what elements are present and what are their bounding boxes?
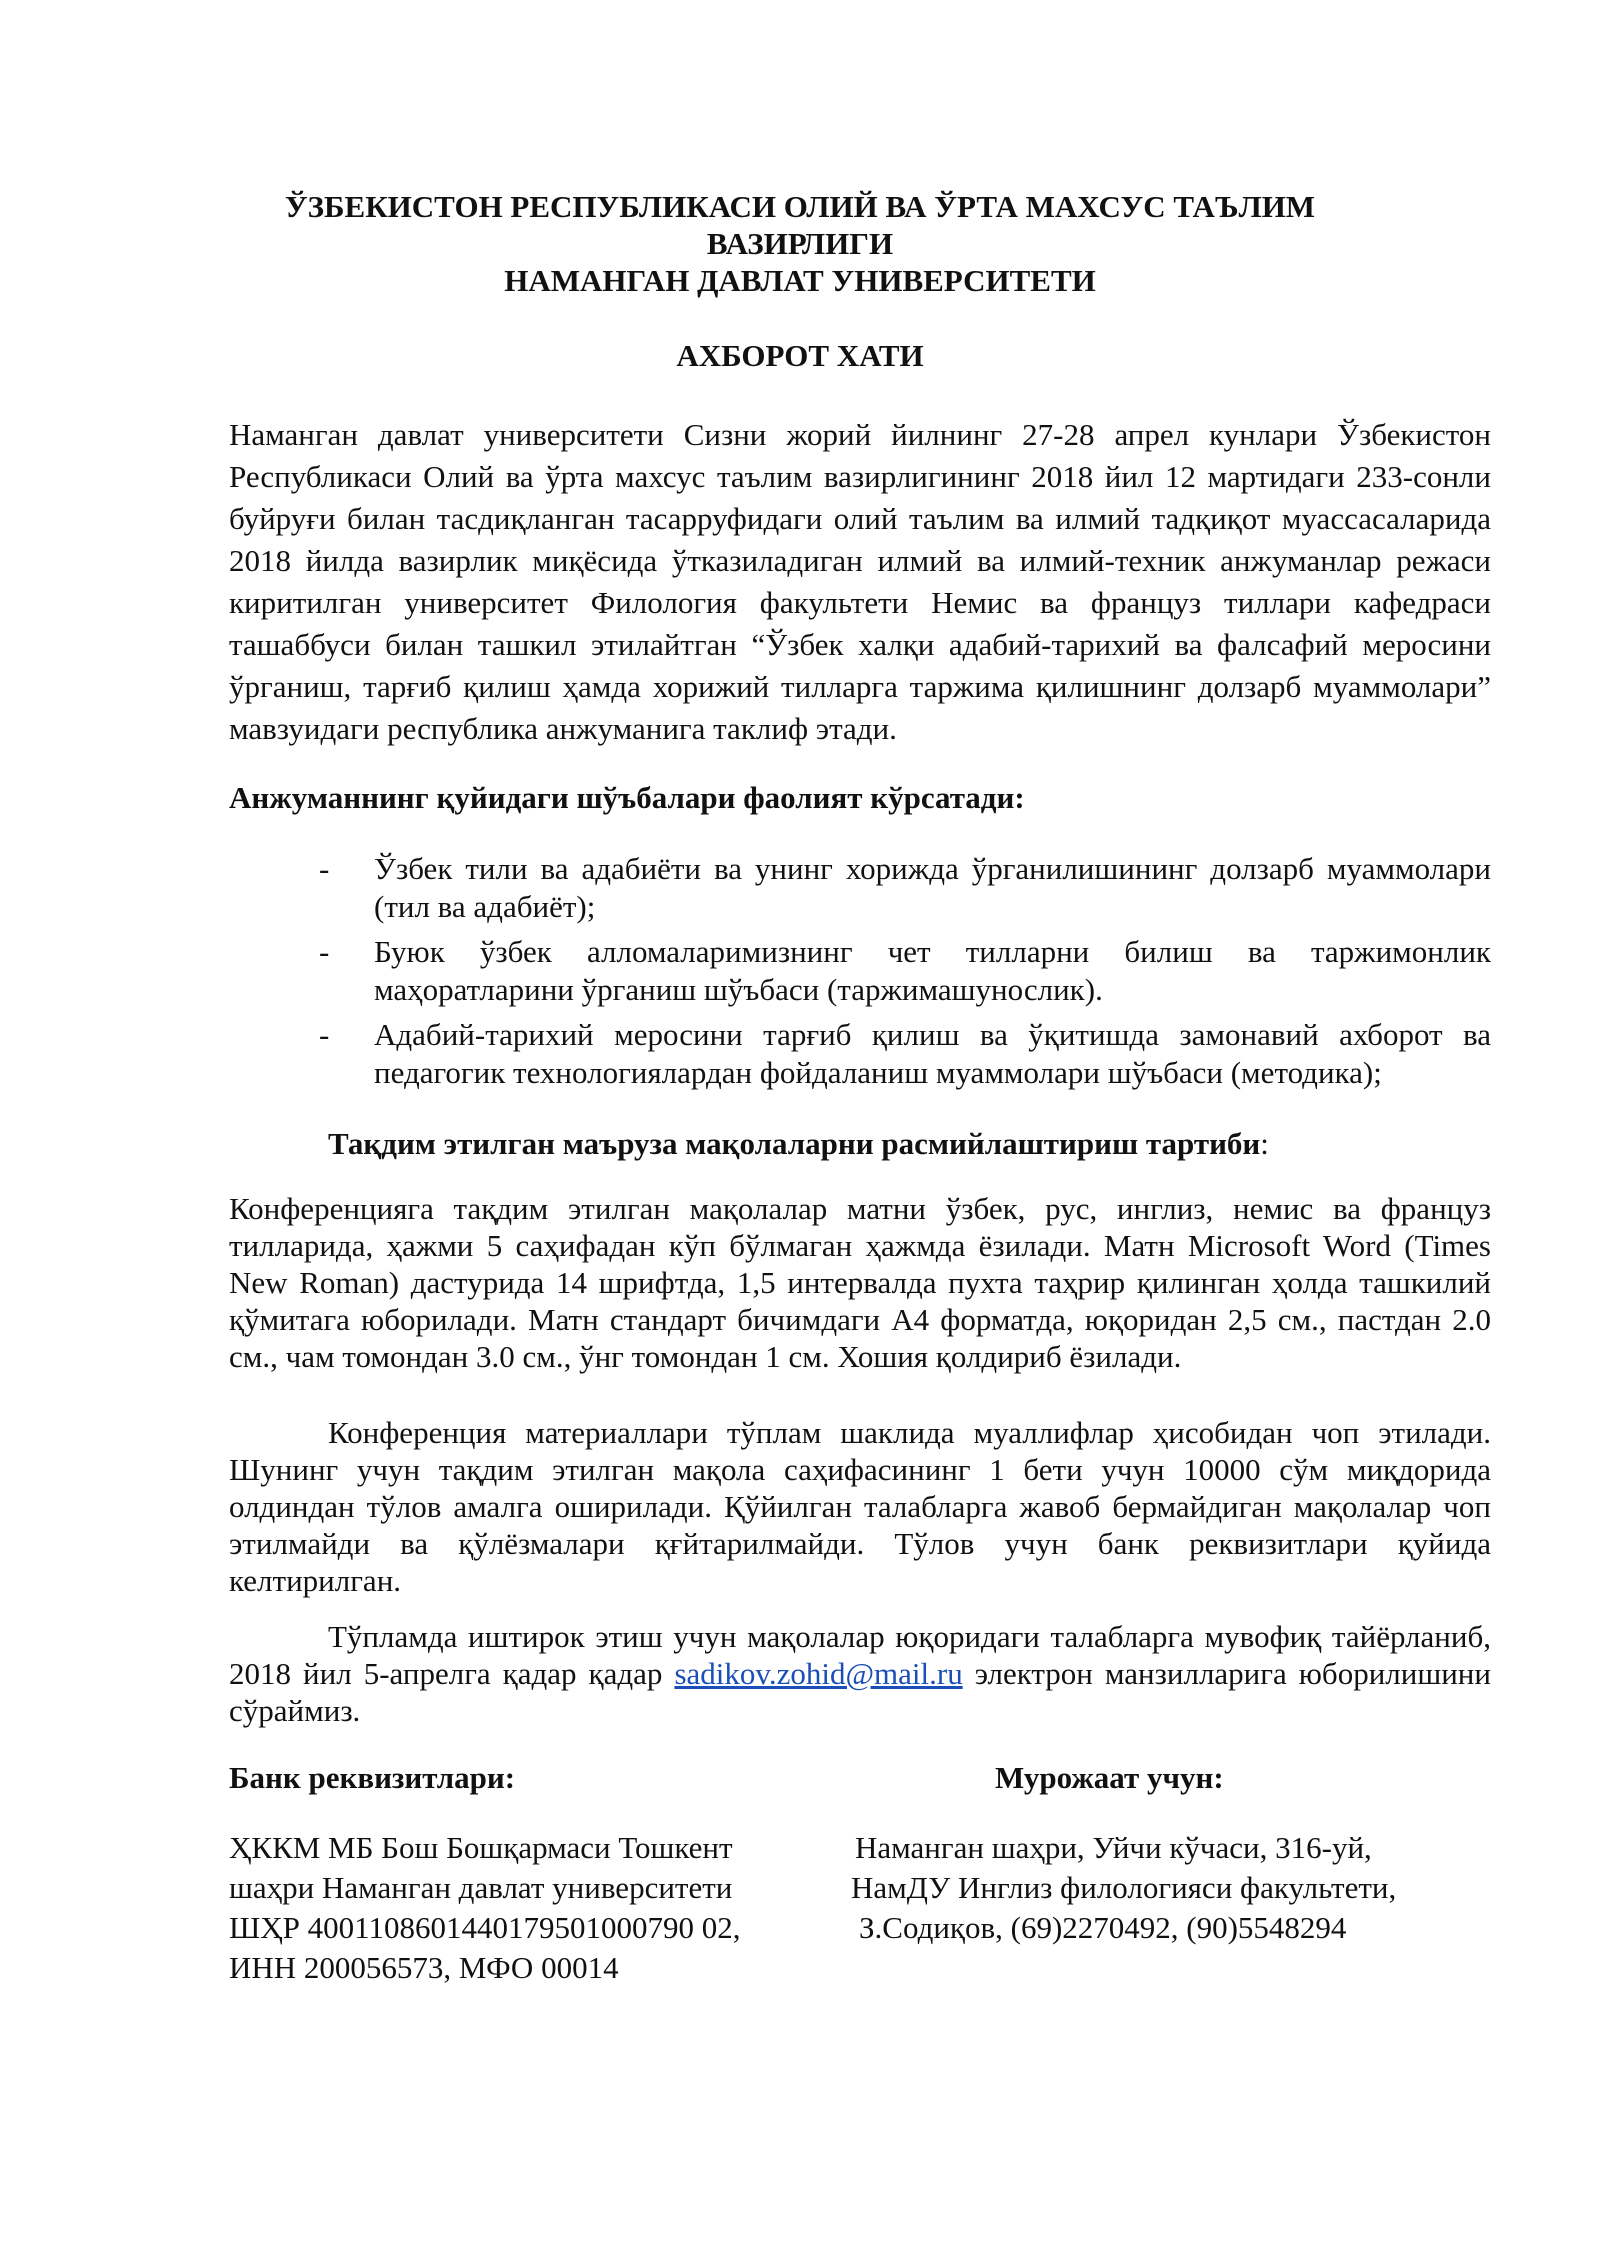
list-bullet: - [319,934,330,969]
format-heading-colon: : [1260,1126,1269,1161]
email-link[interactable]: sadikov.zohid@mail.ru [674,1656,963,1691]
bank-details-line: ШҲР 4001108601440179501000790 02, [229,1910,741,1945]
contact-faculty-line: НамДУ Инглиз филологияси факультети, [851,1870,1397,1905]
list-bullet: - [319,1017,330,1052]
section-item-text: Адабий-тарихий меросини тарғиб қилиш ва ўқитишда замонавий ахборот ва педагогик технологиялардан фойдаланиш муаммолари шўъбаси (методика); [374,1017,1491,1090]
bank-details [229,1828,741,1988]
contact-heading: Мурожаат учун: [995,1760,1224,1795]
format-heading [328,1126,1269,1162]
format-paragraph-payment: Конференция материаллари тўплам шаклида муаллифлар ҳисобидан чоп этилади. Шунинг учун тақдим этилган мақола саҳифасининг 1 бети учун 10000 сўм миқдорида олдиндан тўлов амалга оширилади. Қўйилган талабларга жавоб бермайдиган мақолалар чоп этилмайди ва қўлёзмалари қғйтарилмайди. Тўлов учун банк реквизитлари қуйида келтирилган. [229,1415,1491,1598]
bank-details-heading: Банк реквизитлари: [229,1760,516,1795]
format-paragraph-submission [229,1618,1491,1729]
section-list-item [319,1016,1491,1092]
list-bullet: - [319,851,330,886]
sections-heading: Анжуманнинг қуйидаги шўъбалари фаолият кўрсатади: [229,780,1025,815]
contact-phone-line: З.Содиқов, (69)2270492, (90)5548294 [859,1910,1347,1945]
document-title: АХБОРОТ ХАТИ [676,338,924,373]
bank-details-line: ҲККМ МБ Бош Бошқармаси Тошкент [229,1830,733,1865]
sections-list [319,850,1491,1092]
section-item-text: Буюк ўзбек алломаларимизнинг чет тилларни билиш ва таржимонлик маҳоратларини ўрганиш шўъбаси (таржимашунослик). [374,934,1491,1007]
section-item-text: Ўзбек тили ва адабиёти ва унинг хорижда ўрганилишининг долзарб муаммолари (тил ва адабиёт); [374,851,1491,924]
contact-details [851,1828,1397,1948]
intro-paragraph: Наманган давлат университети Сизни жорий йилнинг 27-28 апрел кунлари Ўзбекистон Республикаси Олий ва ўрта махсус таълим вазирлигининг 2018 йил 12 мартидаги 233-сонли буйруғи билан тасдиқланган тасарруфидаги олий таълим ва илмий тадқиқот муассасаларида 2018 йилда вазирлик миқёсида ўтказиладиган илмий ва илмий-техник анжуманлар режаси киритилган университет Филология факультети Немис ва француз тиллари кафедраси ташаббуси билан ташкил этилайтган “Ўзбек халқи адабий-тарихий ва фалсафий меросини ўрганиш, тарғиб қилиш ҳамда хорижий тилларга таржима қилишнинг долзарб муаммолари” мавзуидаги республика анжуманига таклиф этади. [229,417,1491,746]
header-ministry-line-cont: ВАЗИРЛИГИ [706,226,894,261]
format-heading-text: Тақдим этилган маъруза мақолаларни расмийлаштириш тартиби [328,1126,1261,1161]
submission-text-after: электрон манзилларига юборилишини сўраймиз. [229,1656,1491,1728]
header-ministry-line: ЎЗБЕКИСТОН РЕСПУБЛИКАСИ ОЛИЙ ВА ЎРТА МАХСУС ТАЪЛИМ [284,189,1316,224]
format-paragraph-requirements: Конференцияга тақдим этилган мақолалар матни ўзбек, рус, инглиз, немис ва француз тилларида, ҳажми 5 саҳифадан кўп бўлмаган ҳажмда ёзилади. Матн Microsoft Word (Times New Roman) дастурида 14 шрифтда, 1,5 интервалда пухта таҳрир қилинган ҳолда ташкилий қўмитага юборилади. Матн стандарт бичимдаги А4 форматда, юқоридан 2,5 см., пастдан 2.0 см., чам томондан 3.0 см., ўнг томондан 1 см. Хошия қолдириб ёзилади. [229,1191,1491,1374]
bank-details-line: шаҳри Наманган давлат университети [229,1870,733,1905]
bank-details-line: ИНН 200056573, МФО 00014 [229,1950,619,1985]
section-list-item [319,850,1491,926]
header-university-name: НАМАНГАН ДАВЛАТ УНИВЕРСИТЕТИ [504,263,1096,298]
section-list-item [319,933,1491,1009]
document-header [0,188,1600,299]
contact-address-line: Наманган шаҳри, Уйчи кўчаси, 316-уй, [855,1830,1372,1865]
submission-text-before: Тўпламда иштирок этиш учун мақолалар юқоридаги талабларга мувофиқ тайёрланиб, 2018 йил 5-апрелга қадар қадар [229,1619,1491,1691]
